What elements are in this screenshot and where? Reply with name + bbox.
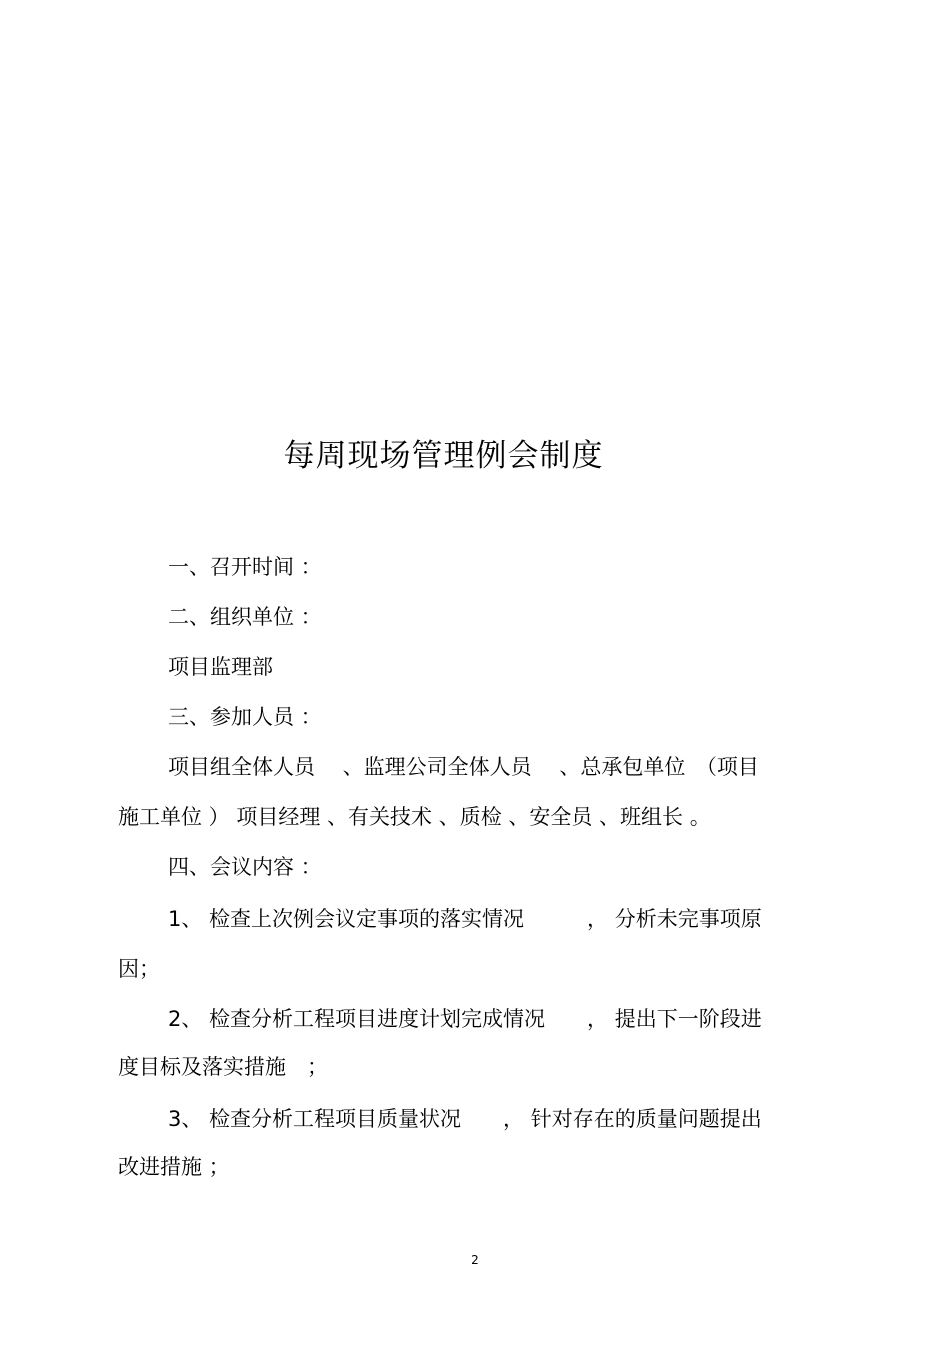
attendees-text-line-2: 施工单位 ） 项目经理 、有关技术 、质检 、安全员 、班组长 。 — [118, 805, 711, 829]
section-heading-content: 四、会议内容 ： — [168, 855, 322, 879]
organizer-text: 项目监理部 — [168, 655, 273, 679]
attendees-text-line-1: 项目组全体人员 、监理公司全体人员 、总承包单位 （项目 — [168, 755, 759, 779]
section-heading-organizer: 二、组织单位 ： — [168, 605, 322, 629]
page-number: 2 — [471, 1253, 479, 1267]
content-item-3-line-1: 3、 检查分析工程项目质量状况 ， 针对存在的质量问题提出 — [168, 1107, 762, 1131]
section-heading-meeting-time: 一、召开时间 ： — [168, 555, 322, 579]
content-item-1-line-1: 1、 检查上次例会议定事项的落实情况 ， 分析未完事项原 — [168, 907, 762, 931]
content-item-3-line-2: 改进措施 ； — [118, 1155, 230, 1179]
content-item-2-line-2: 度目标及落实措施 ； — [118, 1055, 328, 1079]
content-item-2-line-1: 2、 检查分析工程项目进度计划完成情况 ， 提出下一阶段进 — [168, 1007, 762, 1031]
content-item-1-line-2: 因； — [118, 957, 160, 981]
section-heading-attendees: 三、参加人员 ： — [168, 705, 322, 729]
document-title: 每周现场管理例会制度 — [283, 438, 604, 474]
